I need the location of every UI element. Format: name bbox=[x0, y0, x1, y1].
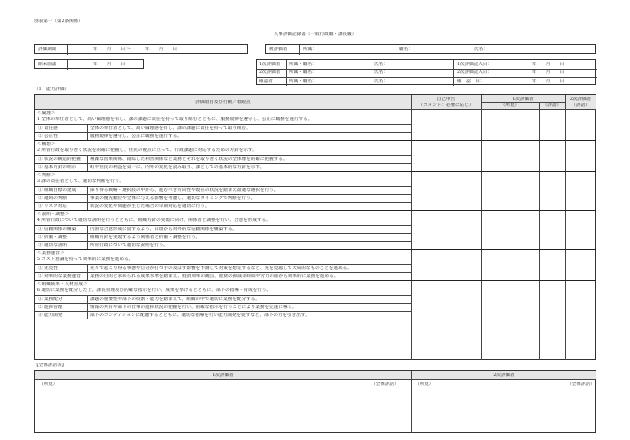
section-title: ＜判断＞ bbox=[37, 172, 56, 178]
header-second-rating: （評語） bbox=[571, 103, 590, 108]
header-self-sub: （コメント：必要に応じ） bbox=[418, 103, 474, 108]
first-rating-field[interactable] bbox=[540, 250, 565, 280]
item-name: ③ 適切な説明 bbox=[38, 242, 68, 248]
item-behavior-text: 町や住民の利益を第一に、内外の変化を読み取り、課としての基本的な方針を示す。 bbox=[90, 164, 265, 170]
item-behavior-text: 所管行政について適切な説明を行う。 bbox=[90, 242, 169, 248]
evaluators-box bbox=[256, 59, 596, 85]
item-behavior-text: 採り得る戦略・選択肢の中から、進むべき方向性や現在の状況を踏まえ最適な選択を行う。 bbox=[90, 187, 279, 193]
second-rating-field[interactable] bbox=[566, 110, 596, 140]
section-title: ＜構想＞ bbox=[37, 141, 56, 147]
form-code: 別表第一（第2条関係） bbox=[34, 19, 83, 24]
item-name: ① 業務配分 bbox=[38, 296, 63, 302]
evaluator-1-aff[interactable]: 所属・職名： bbox=[289, 61, 317, 67]
confirmer-name[interactable]: 氏名： bbox=[374, 78, 388, 84]
overall-second-note: （所見） bbox=[415, 382, 434, 387]
period-label: 評価期間 bbox=[38, 47, 57, 52]
first-note-field[interactable] bbox=[482, 172, 539, 210]
due-box bbox=[34, 59, 144, 69]
item-name: ① 組織目標の達成 bbox=[38, 187, 77, 193]
item-behavior-text: 複雑な因果関係、錯綜した利害関係など業務とそれを取り巻く状況の全体像を的確に把握する。 bbox=[90, 156, 288, 162]
item-behavior-text: 全体の奉仕者として、高い倫理感を有し、課の課題に責任を持って取り組む。 bbox=[90, 125, 251, 131]
self-comment-field[interactable] bbox=[412, 250, 481, 280]
item-name: ① 先見性 bbox=[38, 265, 58, 271]
item-name: ③ リスク対応 bbox=[38, 203, 67, 209]
section-description: 1 全体の奉仕者として、高い倫理感を有し、課の課題に責任を持って取り組むとともに、服務規律を遵守し、公正に職務を遂行する。 bbox=[37, 117, 313, 122]
header-items: 評価項目及び行動／着眼点 bbox=[195, 100, 251, 105]
item-behavior-text: 先々で起こり得る事態や自分が打つ手の及ぼす影響を予測して対策を想定するなど、先を見越して大局的なものごとを進める。 bbox=[90, 265, 352, 271]
item-name: ① 状況の構造的把握 bbox=[38, 156, 81, 162]
item-behavior-text: 服務規律を遵守し、公正に職務を遂行する。 bbox=[90, 133, 182, 139]
evaluatee-affiliation[interactable]: 所属： bbox=[303, 47, 317, 52]
second-rating-field[interactable] bbox=[566, 172, 596, 210]
item-behavior-text: 事業の優先順位や全体に与える影響を考慮し、適切なタイミングで判断を行う。 bbox=[90, 195, 256, 201]
evaluator-1-label: 1次評価者 bbox=[259, 61, 281, 67]
evaluator-2-name[interactable]: 氏名： bbox=[374, 70, 388, 75]
overall-first-header: 1次評価者 bbox=[212, 372, 234, 378]
overall-second-rating: （全体評語） bbox=[567, 382, 595, 387]
first-rating-field[interactable] bbox=[540, 211, 565, 249]
overall-first-note: （所見） bbox=[39, 382, 58, 387]
overall-title: 【全体評語等】 bbox=[34, 363, 67, 368]
overall-table bbox=[34, 370, 596, 433]
first-note-field[interactable] bbox=[482, 250, 539, 280]
evaluatee-post[interactable]: 職名： bbox=[399, 47, 413, 52]
evaluator-row-1 bbox=[257, 62, 597, 69]
page-title: 人事評価記録書（一般行政職・課長級） bbox=[273, 32, 357, 37]
header-second: 2次評価者 bbox=[569, 97, 592, 102]
section-description: 5 コスト意識を持って効率的に業務を進める。 bbox=[37, 257, 134, 262]
item-name: ① 信頼関係の構築 bbox=[38, 226, 77, 232]
second-rating-field[interactable] bbox=[566, 281, 596, 319]
evaluator-2-date-label: 2次評価記入日： bbox=[457, 70, 493, 75]
item-name: ① 責任感 bbox=[38, 125, 58, 131]
period-box bbox=[34, 44, 248, 54]
evaluatee-box bbox=[265, 44, 596, 54]
section-description: 3 課の責任者として、適切な判断を行う。 bbox=[37, 179, 124, 184]
self-comment-field[interactable] bbox=[412, 172, 481, 210]
header-first: 1次評価者 bbox=[512, 97, 534, 102]
evaluator-1-date-label: 1次評価記入日： bbox=[457, 61, 493, 67]
first-note-field[interactable] bbox=[482, 211, 539, 249]
overall-first-comment-field[interactable] bbox=[39, 389, 407, 431]
second-rating-field[interactable] bbox=[566, 141, 596, 171]
confirmer-label: 確認者 bbox=[259, 78, 273, 84]
self-comment-field[interactable] bbox=[412, 110, 481, 140]
header-first-rating: （評語） bbox=[542, 103, 562, 108]
first-rating-field[interactable] bbox=[540, 110, 565, 140]
second-rating-field[interactable] bbox=[566, 211, 596, 249]
section-description: 2 所管行政を取り巻く状況を的確に把握し、住民の視点に立って、行政課題に対応するための方針を示す。 bbox=[37, 148, 257, 153]
section-title: ＜組織統率・人材育成＞ bbox=[37, 281, 88, 287]
section-title: ＜説明・調整＞ bbox=[37, 211, 70, 217]
second-rating-field[interactable] bbox=[566, 250, 596, 280]
item-behavior-text: 情報の共有や部下の仕事の進捗状況の把握を行い、的確な指示を行うことにより業務を完遂に導く。 bbox=[90, 304, 297, 310]
item-name: ② 進捗管理 bbox=[38, 304, 63, 310]
section-description: 6 適切に業務を配分した上、課長管理及び的確な指示を行い、成果を挙げるとともに、部下の指導・育成を行う。 bbox=[37, 288, 272, 293]
item-name: ② 公正性 bbox=[38, 133, 58, 139]
evaluator-2-label: 2次評価者 bbox=[259, 70, 281, 75]
self-comment-field[interactable] bbox=[412, 141, 481, 171]
evaluatee-label: 被評価者 bbox=[269, 47, 288, 52]
item-behavior-text: 部下のコンディションに配慮するとともに、適切な指導を行い能力開発を促すなど、部下の力を引き出す。 bbox=[90, 312, 310, 318]
section-title: ＜倫理＞ bbox=[37, 110, 56, 116]
confirmer-date[interactable]: 年 月 日 bbox=[532, 78, 565, 84]
self-comment-field[interactable] bbox=[412, 281, 481, 319]
due-field[interactable]: 年 月 日 bbox=[93, 62, 126, 67]
first-rating-field[interactable] bbox=[540, 141, 565, 171]
confirmer-date-label: 確 認 日： bbox=[457, 78, 485, 84]
item-behavior-text: 業務の目的と求められる成果水準を踏まえ、経済効率の観点、経費の節減等時間や労力の面から効率的に業務を進める。 bbox=[90, 273, 339, 279]
overall-second-header: 2次評価者 bbox=[493, 372, 515, 378]
item-behavior-text: 組織方針を実現するよう関係者と折衝・調整を行う。 bbox=[90, 234, 201, 240]
evaluatee-name[interactable]: 氏名： bbox=[474, 47, 488, 52]
item-name: ② 適時の判断 bbox=[38, 195, 68, 201]
first-note-field[interactable] bbox=[482, 141, 539, 171]
first-note-field[interactable] bbox=[482, 281, 539, 319]
self-comment-field[interactable] bbox=[412, 211, 481, 249]
section-title: ＜業務運営＞ bbox=[37, 250, 65, 256]
item-behavior-text: 状況の変化や問題が生じた場合の早期対応を適切に行う。 bbox=[90, 203, 210, 209]
evaluator-2-date[interactable]: 年 月 日 bbox=[532, 70, 565, 75]
evaluator-2-aff[interactable]: 所属・職名： bbox=[289, 70, 317, 75]
evaluator-1-name[interactable]: 氏名： bbox=[374, 61, 388, 67]
evaluator-row-2 bbox=[257, 70, 597, 77]
item-behavior-text: 課題の重要性や部下の役割・能力を踏まえて、組織の中で適切に業務を配分する。 bbox=[90, 296, 260, 302]
ability-section-title: （1 能力評価） bbox=[34, 87, 70, 92]
item-name: ② 折衝・調整 bbox=[38, 234, 68, 240]
first-note-field[interactable] bbox=[482, 110, 539, 140]
period-field[interactable]: 年 月 日 ～ 年 月 日 bbox=[93, 47, 178, 52]
item-name: ② 基本方針の明示 bbox=[38, 164, 77, 170]
first-rating-field[interactable] bbox=[540, 172, 565, 210]
evaluator-row-3 bbox=[257, 79, 597, 86]
section-description: 4 所管行政について適切な説明を行うとともに、組織方針の実現に向け、関係者と調整を行い、合意を形成する。 bbox=[37, 218, 271, 223]
header-self: 自己申告 bbox=[436, 97, 456, 102]
header-first-note: （所見） bbox=[500, 103, 520, 108]
ability-table bbox=[34, 94, 596, 360]
due-label: 期末面談 bbox=[38, 62, 57, 67]
first-rating-field[interactable] bbox=[540, 281, 565, 319]
overall-second-comment-field[interactable] bbox=[415, 389, 593, 431]
evaluator-1-date[interactable]: 年 月 日 bbox=[532, 61, 565, 67]
confirmer-aff[interactable]: 所属・職名： bbox=[289, 78, 317, 84]
item-name: ② 効率的な業務運営 bbox=[38, 273, 81, 279]
overall-first-rating: （全体評語） bbox=[371, 382, 399, 387]
item-name: ③ 能力開発 bbox=[38, 312, 63, 318]
item-behavior-text: 円滑な合意形成に資するよう、日頃から対外的な信頼関係を構築する。 bbox=[90, 226, 238, 232]
